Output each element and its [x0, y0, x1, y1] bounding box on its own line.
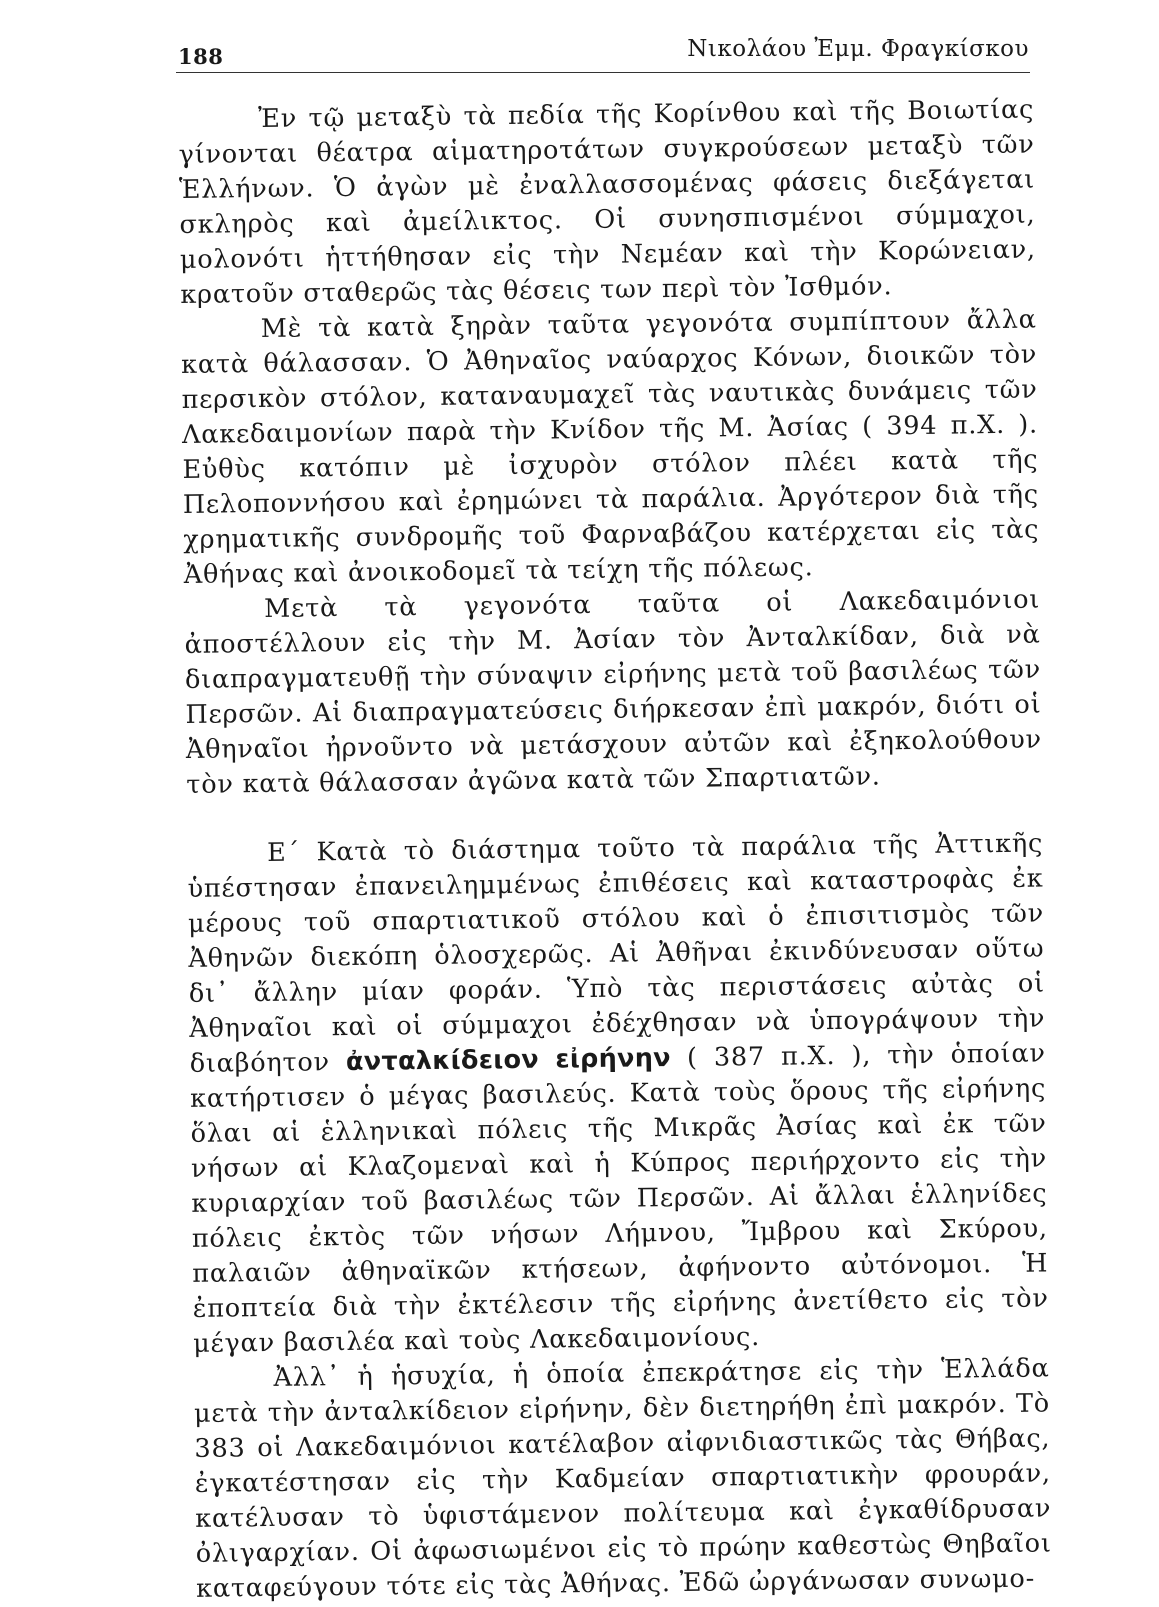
- header-rule: [176, 72, 1030, 73]
- paragraph-peace-of-antalcidas: [187, 826, 1049, 1361]
- paragraph-text-before: Ε΄ Κατὰ τὸ διάστημα τοῦτο τὰ παράλια τῆς Ἀττικῆς ὑπέστησαν ἐπανειλημμένως ἐπιθέσεις καὶ καταστροφὰς ἐκ μέρους τοῦ σπαρτιατικοῦ στόλου καὶ ὁ ἐπισιτισμὸς τῶν Ἀθηνῶν διεκόπη ὁλοσχερῶς. Αἱ Ἀθῆναι ἐκινδύνευσαν οὕτω δι᾽ ἄλλην μίαν φοράν. Ὑπὸ τὰς περιστάσεις αὐτὰς οἱ Ἀθηναῖοι καὶ οἱ σύμμαχοι ἐδέχθησαν νὰ ὑπογράψουν τὴν διαβόητον: [187, 828, 1046, 1079]
- paragraph-antalcidas-mission: Μετὰ τὰ γεγονότα ταῦτα οἱ Λακεδαιμόνιοι ἀποστέλλουν εἰς τὴν Μ. Ἀσίαν τὸν Ἀνταλκίδαν, διὰ νὰ διαπραγματευθῇ τὴν σύναψιν εἰρήνης μετὰ τοῦ βασιλέως τῶν Περσῶν. Αἱ διαπραγματεύσεις διήρκεσαν ἐπὶ μακρόν, διότι οἱ Ἀθηναῖοι ἠρνοῦντο νὰ μετάσχουν αὐτῶν καὶ ἐξηκολούθουν τὸν κατὰ θάλασσαν ἀγῶνα κατὰ τῶν Σπαρτιατῶν.: [184, 584, 1043, 800]
- paragraph-corinthian-war: Ἐν τῷ μεταξὺ τὰ πεδία τῆς Κορίνθου καὶ τῆς Βοιωτίας γίνονται θέατρα αἱματηροτάτων συγκρούσεων μεταξὺ τῶν Ἑλλήνων. Ὁ ἀγὼν μὲ ἐναλλασσομένας φάσεις διεξάγεται σκληρὸς καὶ ἀμείλικτος. Οἱ συνησπισμένοι σύμμαχοι, μολονότι ἡττήθησαν εἰς τὴν Νεμέαν καὶ τὴν Κορώνειαν, κρατοῦν σταθερῶς τὰς θέσεις των περὶ τὸν Ἰσθμόν.: [178, 94, 1037, 310]
- paragraph-naval-battle: Μὲ τὰ κατὰ ξηρὰν ταῦτα γεγονότα συμπίπτουν ἄλλα κατὰ θάλασσαν. Ὁ Ἀθηναῖος ναύαρχος Κόνων, διοικῶν τὸν περσικὸν στόλον, καταναυμαχεῖ τὰς ναυτικὰς δυνάμεις τῶν Λακεδαιμονίων παρὰ τὴν Κνίδον τῆς Μ. Ἀσίας ( 394 π.Χ. ). Εὐθὺς κατόπιν μὲ ἰσχυρὸν στόλον πλέει κατὰ τῆς Πελοποννήσου καὶ ἐρημώνει τὰ παράλια. Ἀργότερον διὰ τῆς χρηματικῆς συνδρομῆς τοῦ Φαρναβάζου κατέρχεται εἰς τὰς Ἀθήνας καὶ ἀνοικοδομεῖ τὰ τείχη τῆς πόλεως.: [181, 304, 1040, 590]
- bold-term: ἀνταλκίδειον εἰρήνην: [345, 1043, 672, 1078]
- body-text: [178, 93, 1052, 1607]
- paragraph-text-after: ( 387 π.Χ. ), τὴν ὁποίαν κατήρτισεν ὁ μέγας βασιλεύς. Κατὰ τοὺς ὅρους τῆς εἰρήνης ὅλαι αἱ ἑλληνικαὶ πόλεις τῆς Μικρᾶς Ἀσίας καὶ ἐκ τῶν νήσων αἱ Κλαζομεναὶ καὶ ἡ Κύπρος περιήρχοντο εἰς τὴν κυριαρχίαν τοῦ βασιλέως τῶν Περσῶν. Αἱ ἄλλαι ἑλληνίδες πόλεις ἐκτὸς τῶν νήσων Λήμνου, Ἴμβρου καὶ Σκύρου, παλαιῶν ἀθηναϊκῶν κτήσεων, ἀφήνοντο αὐτόνομοι. Ἡ ἐποπτεία διὰ τὴν ἐκτέλεσιν τῆς εἰρήνης ἀνετίθετο εἰς τὸν μέγαν βασιλέα καὶ τοὺς Λακεδαιμονίους.: [189, 1038, 1049, 1359]
- page-number: 188: [178, 44, 224, 69]
- running-header-author: Νικολάου Ἐμμ. Φραγκίσκου: [687, 36, 1029, 62]
- paragraph-cadmea-occupation: Ἀλλ᾽ ἡ ἡσυχία, ἡ ὁποία ἐπεκράτησε εἰς τὴν Ἑλλάδα μετὰ τὴν ἀνταλκίδειον εἰρήνην, δὲν διετηρήθη ἐπὶ μακρόν. Τὸ 383 οἱ Λακεδαιμόνιοι κατέλαβον αἰφνιδιαστικῶς τὰς Θήβας, ἐγκατέστησαν εἰς τὴν Καδμείαν σπαρτιατικὴν φρουράν, κατέλυσαν τὸ ὑφιστάμενον πολίτευμα καὶ ἐγκαθίδρυσαν ὀλιγαρχίαν. Οἱ ἀφωσιωμένοι εἰς τὸ πρώην καθεστὼς Θηβαῖοι καταφεύγουν τότε εἰς τὰς Ἀθήνας. Ἐδῶ ὠργάνωσαν συνωμο-: [193, 1353, 1052, 1604]
